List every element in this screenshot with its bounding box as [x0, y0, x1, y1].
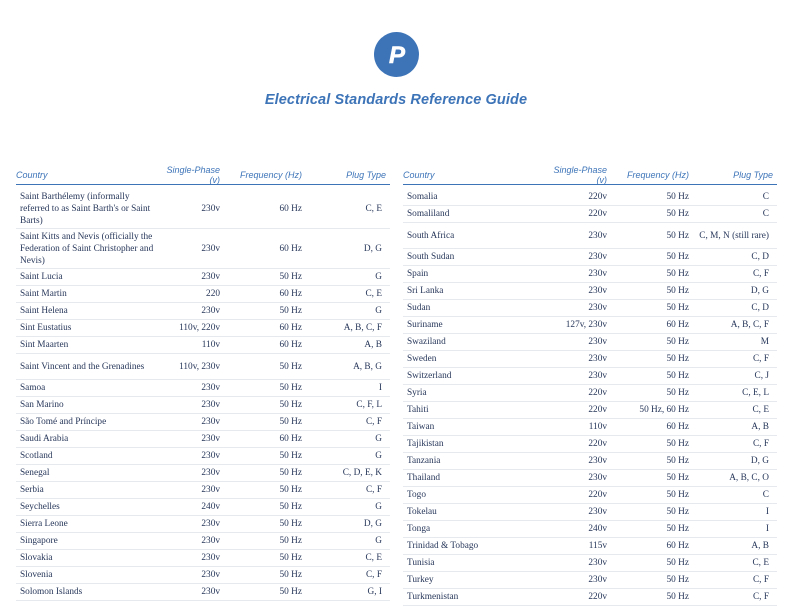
table-row: [16, 269, 390, 286]
country-cell: Sri Lanka: [407, 286, 444, 296]
table-row: [403, 521, 777, 538]
plug-type-cell: C: [762, 192, 769, 202]
frequency-cell: 50 Hz: [279, 400, 302, 410]
frequency-cell: 50 Hz: [666, 592, 689, 602]
column-header-plug-type: Plug Type: [733, 170, 773, 180]
voltage-cell: 230v: [588, 473, 607, 483]
frequency-cell: 50 Hz: [279, 306, 302, 316]
plug-type-cell: C, E: [752, 405, 769, 415]
country-cell: Somaliland: [407, 209, 450, 219]
table-row: [403, 419, 777, 436]
country-cell: Slovakia: [20, 553, 53, 563]
plug-type-cell: A, B: [751, 541, 769, 551]
frequency-cell: 50 Hz: [279, 468, 302, 478]
voltage-cell: 220: [206, 289, 220, 299]
frequency-cell: 50 Hz: [279, 570, 302, 580]
plug-type-cell: A, B, G: [353, 361, 382, 372]
voltage-cell: 220v: [588, 439, 607, 449]
frequency-cell: 50 Hz: [279, 502, 302, 512]
voltage-cell: 230v: [201, 587, 220, 597]
voltage-cell: 230v: [588, 575, 607, 585]
table-row: [16, 550, 390, 567]
frequency-cell: 50 Hz: [279, 272, 302, 282]
frequency-cell: 50 Hz: [666, 507, 689, 517]
table-row: [16, 320, 390, 337]
country-cell: Seychelles: [20, 502, 60, 512]
plug-type-cell: I: [378, 383, 382, 393]
frequency-cell: 50 Hz: [666, 354, 689, 364]
voltage-cell: 230v: [201, 451, 220, 461]
country-cell: Tokelau: [407, 507, 437, 517]
frequency-cell: 50 Hz: [666, 575, 689, 585]
plug-type-cell: C, E: [365, 553, 382, 563]
frequency-cell: 50 Hz: [279, 361, 302, 372]
frequency-cell: 50 Hz: [666, 524, 689, 534]
voltage-cell: 220v: [588, 592, 607, 602]
frequency-cell: 50 Hz: [666, 490, 689, 500]
country-cell: Switzerland: [407, 371, 452, 381]
plug-type-cell: C, F: [752, 592, 769, 602]
country-cell: Togo: [407, 490, 426, 500]
table-row: [403, 589, 777, 606]
plug-type-cell: C, D: [751, 303, 769, 313]
plug-type-cell: G: [375, 451, 382, 461]
plug-type-cell: I: [765, 507, 769, 517]
voltage-cell: 230v: [201, 243, 220, 254]
country-cell: San Marino: [20, 400, 64, 410]
voltage-cell: 230v: [588, 252, 607, 262]
plug-type-cell: A, B, C, F: [730, 320, 769, 330]
voltage-cell: 110v, 220v: [179, 323, 220, 333]
country-cell: Tanzania: [407, 456, 441, 466]
plug-type-cell: I: [765, 524, 769, 534]
frequency-cell: 50 Hz: [279, 451, 302, 461]
frequency-cell: 60 Hz: [666, 422, 689, 432]
plug-type-cell: A, B, C, F: [343, 323, 382, 333]
table-body: [403, 185, 777, 606]
plug-type-cell: A, B: [751, 422, 769, 432]
voltage-cell: 230v: [201, 570, 220, 580]
country-cell: South Sudan: [407, 252, 455, 262]
voltage-cell: 230v: [201, 306, 220, 316]
voltage-cell: 110v, 230v: [179, 361, 220, 372]
voltage-cell: 220v: [588, 388, 607, 398]
plug-type-cell: G: [375, 434, 382, 444]
country-cell: Sint Eustatius: [20, 323, 72, 333]
plug-type-cell: C: [762, 209, 769, 219]
plug-type-cell: C, J: [754, 371, 769, 381]
country-cell: Tajikistan: [407, 439, 444, 449]
country-cell: Suriname: [407, 320, 443, 330]
column-header-country: Country: [403, 170, 435, 180]
voltage-cell: 230v: [201, 434, 220, 444]
plug-type-cell: C, F: [365, 570, 382, 580]
plug-type-cell: C, E: [365, 289, 382, 299]
plug-type-cell: G, I: [367, 587, 382, 597]
table-row: [16, 414, 390, 431]
table-row: [16, 397, 390, 414]
table-row: [16, 229, 390, 269]
frequency-cell: 50 Hz: [279, 519, 302, 529]
country-cell: Spain: [407, 269, 429, 279]
voltage-cell: 110v: [201, 340, 220, 350]
table-row: [403, 470, 777, 487]
voltage-cell: 230v: [201, 272, 220, 282]
plug-type-cell: C, F: [752, 269, 769, 279]
voltage-cell: 230v: [201, 553, 220, 563]
voltage-cell: 127v, 230v: [565, 320, 607, 330]
table-row: [16, 516, 390, 533]
table-row: [403, 572, 777, 589]
country-cell: Somalia: [407, 192, 438, 202]
plug-type-cell: C, F: [752, 575, 769, 585]
svg-text:P: P: [388, 42, 406, 69]
voltage-cell: 230v: [588, 507, 607, 517]
voltage-cell: 230v: [588, 456, 607, 466]
plug-type-cell: G: [375, 306, 382, 316]
column-header-country: Country: [16, 170, 48, 180]
voltage-cell: 230v: [588, 269, 607, 279]
plug-type-cell: D, G: [363, 243, 382, 254]
country-cell: Saint Vincent and the Grenadines: [20, 361, 145, 372]
frequency-cell: 60 Hz: [279, 203, 302, 214]
plug-type-cell: M: [760, 337, 769, 347]
table-row: [403, 189, 777, 206]
voltage-cell: 220v: [588, 209, 607, 219]
plug-type-cell: C, F: [752, 439, 769, 449]
frequency-cell: 50 Hz: [279, 417, 302, 427]
country-cell: Syria: [407, 388, 427, 398]
country-cell: Saint Lucia: [20, 272, 63, 282]
plug-type-cell: D, G: [750, 456, 769, 466]
plug-type-cell: C, F, L: [356, 400, 382, 410]
frequency-cell: 50 Hz: [279, 587, 302, 597]
plug-type-cell: C, E, L: [742, 388, 769, 398]
table-row: [403, 402, 777, 419]
frequency-cell: 50 Hz: [666, 337, 689, 347]
voltage-cell: 240v: [588, 524, 607, 534]
table-row: [403, 266, 777, 283]
country-cell: Slovenia: [20, 570, 53, 580]
frequency-cell: 60 Hz: [279, 340, 302, 350]
table-row: [403, 487, 777, 504]
plug-type-cell: C, F: [365, 417, 382, 427]
country-cell: South Africa: [407, 230, 455, 241]
country-cell: Taiwan: [407, 422, 435, 432]
table-row: [403, 385, 777, 402]
plug-type-cell: C, E: [365, 203, 382, 214]
table-row: [403, 351, 777, 368]
table-row: [16, 286, 390, 303]
frequency-cell: 50 Hz: [666, 230, 689, 241]
table-row: [16, 189, 390, 229]
voltage-cell: 230v: [588, 337, 607, 347]
voltage-cell: 230v: [201, 536, 220, 546]
frequency-cell: 60 Hz: [279, 243, 302, 254]
table-row: [16, 380, 390, 397]
plug-type-cell: G: [375, 502, 382, 512]
plug-type-cell: A, B, C, O: [729, 473, 769, 483]
country-cell: Samoa: [20, 383, 46, 393]
frequency-cell: 60 Hz: [279, 434, 302, 444]
table-row: [16, 567, 390, 584]
country-cell: Sierra Leone: [20, 519, 68, 529]
standards-table-left: [16, 166, 390, 601]
plug-type-cell: D, G: [750, 286, 769, 296]
frequency-cell: 60 Hz: [279, 323, 302, 333]
voltage-cell: 220v: [588, 192, 607, 202]
frequency-cell: 50 Hz: [666, 286, 689, 296]
country-cell: Sint Maarten: [20, 340, 69, 350]
frequency-cell: 50 Hz: [666, 192, 689, 202]
frequency-cell: 50 Hz: [666, 252, 689, 262]
country-cell: Saint Barthélemy (informally referred to as Saint Barth's or Saint Barts): [20, 191, 151, 226]
country-cell: São Tomé and Príncipe: [20, 417, 107, 427]
country-cell: Sweden: [407, 354, 437, 364]
frequency-cell: 50 Hz, 60 Hz: [639, 405, 689, 415]
standards-table-right: [403, 166, 777, 606]
country-cell: Thailand: [407, 473, 441, 483]
plug-type-cell: C, F: [365, 485, 382, 495]
column-header-frequency: Frequency (Hz): [626, 170, 689, 180]
table-row: [403, 555, 777, 572]
table-row: [403, 334, 777, 351]
voltage-cell: 230v: [588, 354, 607, 364]
voltage-cell: 230v: [201, 203, 220, 214]
country-cell: Turkmenistan: [407, 592, 459, 602]
table-row: [403, 368, 777, 385]
frequency-cell: 50 Hz: [666, 209, 689, 219]
table-header: [403, 166, 777, 185]
table-row: [403, 538, 777, 555]
table-row: [16, 482, 390, 499]
country-cell: Saint Helena: [20, 306, 68, 316]
plug-type-cell: G: [375, 272, 382, 282]
voltage-cell: 230v: [201, 383, 220, 393]
frequency-cell: 50 Hz: [279, 553, 302, 563]
frequency-cell: 50 Hz: [666, 456, 689, 466]
frequency-cell: 50 Hz: [279, 536, 302, 546]
country-cell: Sudan: [407, 303, 431, 313]
voltage-cell: 230v: [588, 371, 607, 381]
frequency-cell: 50 Hz: [666, 371, 689, 381]
country-cell: Turkey: [407, 575, 434, 585]
country-cell: Scotland: [20, 451, 53, 461]
country-cell: Saint Kitts and Nevis (officially the Federation of Saint Christopher and Nevis): [20, 231, 154, 266]
frequency-cell: 50 Hz: [666, 269, 689, 279]
country-cell: Saint Martin: [20, 289, 67, 299]
column-header-single-phase: Single-Phase (v): [553, 165, 607, 185]
country-cell: Serbia: [20, 485, 44, 495]
voltage-cell: 230v: [588, 286, 607, 296]
table-row: [403, 249, 777, 266]
plug-type-cell: C, M, N (still rare): [699, 230, 769, 241]
table-row: [403, 223, 777, 249]
voltage-cell: 240v: [201, 502, 220, 512]
frequency-cell: 60 Hz: [279, 289, 302, 299]
frequency-cell: 50 Hz: [666, 303, 689, 313]
plug-type-cell: G: [375, 536, 382, 546]
table-row: [16, 337, 390, 354]
plug-type-cell: C: [762, 490, 769, 500]
plug-type-cell: C, F: [752, 354, 769, 364]
plug-type-cell: C, E: [752, 558, 769, 568]
table-row: [16, 499, 390, 516]
table-row: [16, 431, 390, 448]
country-cell: Solomon Islands: [20, 587, 83, 597]
voltage-cell: 220v: [588, 405, 607, 415]
table-row: [403, 504, 777, 521]
plug-type-cell: C, D, E, K: [342, 468, 382, 478]
country-cell: Tahiti: [407, 405, 429, 415]
frequency-cell: 50 Hz: [279, 383, 302, 393]
frequency-cell: 50 Hz: [666, 473, 689, 483]
voltage-cell: 220v: [588, 490, 607, 500]
logo-icon: [374, 32, 419, 77]
voltage-cell: 230v: [588, 558, 607, 568]
frequency-cell: 50 Hz: [666, 558, 689, 568]
country-cell: Trinidad & Tobago: [407, 541, 479, 551]
country-cell: Tunisia: [407, 558, 435, 568]
table-row: [16, 584, 390, 601]
table-row: [403, 206, 777, 223]
table-header: [16, 166, 390, 185]
table-row: [16, 448, 390, 465]
column-header-frequency: Frequency (Hz): [239, 170, 302, 180]
frequency-cell: 60 Hz: [666, 320, 689, 330]
page-title: Electrical Standards Reference Guide: [264, 92, 528, 108]
voltage-cell: 230v: [201, 417, 220, 427]
voltage-cell: 230v: [201, 519, 220, 529]
country-cell: Tonga: [407, 524, 431, 534]
plug-type-cell: C, D: [751, 252, 769, 262]
country-cell: Senegal: [20, 468, 50, 478]
table-row: [16, 354, 390, 380]
country-cell: Saudi Arabia: [20, 434, 69, 444]
brand-logo: [374, 32, 419, 77]
country-cell: Singapore: [20, 536, 58, 546]
voltage-cell: 115v: [588, 541, 607, 551]
column-header-plug-type: Plug Type: [346, 170, 386, 180]
country-cell: Swaziland: [407, 337, 446, 347]
table-row: [16, 533, 390, 550]
plug-type-cell: D, G: [363, 519, 382, 529]
table-row: [403, 453, 777, 470]
table-row: [403, 436, 777, 453]
frequency-cell: 50 Hz: [666, 439, 689, 449]
table-row: [16, 303, 390, 320]
table-row: [16, 465, 390, 482]
column-header-single-phase: Single-Phase (v): [166, 165, 220, 185]
table-row: [403, 317, 777, 334]
voltage-cell: 110v: [588, 422, 607, 432]
table-row: [403, 283, 777, 300]
frequency-cell: 50 Hz: [666, 388, 689, 398]
voltage-cell: 230v: [588, 230, 607, 241]
table-row: [403, 300, 777, 317]
voltage-cell: 230v: [588, 303, 607, 313]
frequency-cell: 60 Hz: [666, 541, 689, 551]
table-body: [16, 185, 390, 601]
voltage-cell: 230v: [201, 400, 220, 410]
voltage-cell: 230v: [201, 485, 220, 495]
frequency-cell: 50 Hz: [279, 485, 302, 495]
voltage-cell: 230v: [201, 468, 220, 478]
plug-type-cell: A, B: [364, 340, 382, 350]
